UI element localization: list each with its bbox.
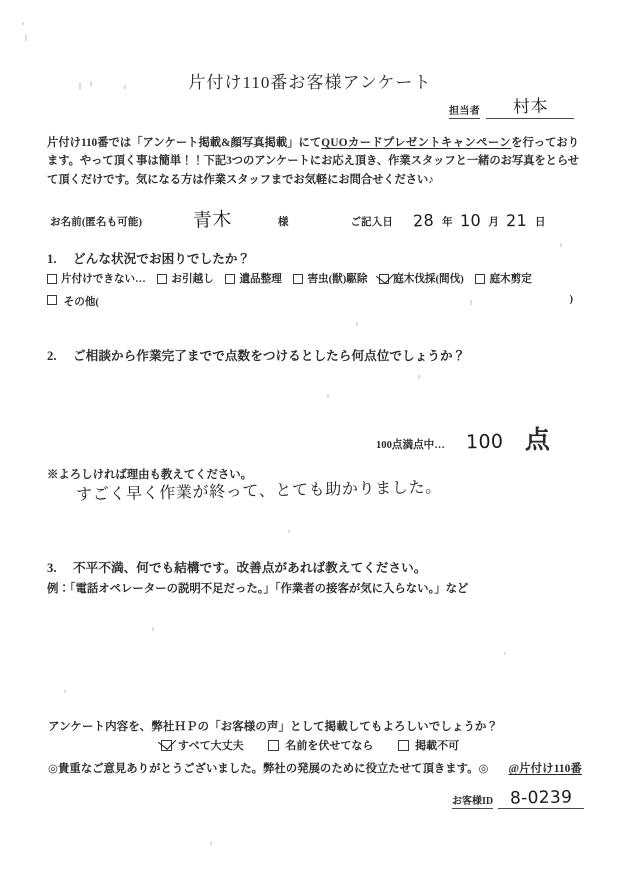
intro-part1: 片付け110番では「アンケート掲載&顔写真掲載」にて [47, 137, 322, 149]
score-handwriting: 100 [465, 430, 504, 454]
question-3-heading [47, 557, 426, 576]
score-label: 100点満点中… [376, 440, 445, 451]
consent-option-0-label: すべて大丈夫 [177, 740, 244, 752]
staff-value [486, 98, 574, 119]
name-handwriting: 青木 [192, 208, 232, 232]
footer-thanks-row [48, 760, 582, 776]
q1-option-other-close: ) [569, 293, 573, 305]
q1-option-1[interactable] [157, 271, 213, 286]
staff-handwriting: 村本 [512, 96, 548, 118]
question-1-text: どんな状況でお困りでしたか？ [73, 252, 251, 266]
date-year-unit: 年 [441, 217, 453, 229]
date-day-unit: 日 [534, 217, 546, 229]
question-3-example: 例：「電話オペレーターの説明不足だった。」「作業者の接客が気に入らない。」など [47, 583, 469, 595]
q1-option-0-label: 片付けできない… [61, 274, 146, 285]
q1-option-other-label: その他( [63, 296, 99, 308]
q1-option-5-label: 庭木剪定 [489, 274, 532, 285]
date-month-unit: 月 [488, 217, 499, 229]
scan-artifact [504, 652, 506, 655]
customer-identity-row [50, 208, 580, 232]
footer-thanks-text: ◎貴重なご意見ありがとうございました。弊社の発展のために役立たせて頂きます。◎ [48, 763, 489, 775]
question-2-heading [47, 345, 465, 364]
q1-option-3-label: 害虫(獣)駆除 [307, 274, 368, 285]
q1-option-4-label: 庭木伐採(間伐) [393, 274, 464, 285]
checkbox-icon[interactable] [268, 740, 279, 751]
consent-question: アンケート内容を、弊社ＨＰの「お客様の声」として掲載してもよろしいでしょうか？ [48, 721, 499, 733]
checkbox-icon[interactable] [47, 274, 57, 284]
scan-artifact [288, 530, 290, 533]
date-month-handwriting: 10 [459, 210, 482, 230]
q1-option-0[interactable] [47, 271, 146, 286]
q1-option-other[interactable] [47, 294, 573, 309]
score-unit: 点 [524, 427, 550, 454]
customer-id-field [452, 789, 584, 809]
question-1-heading [47, 248, 250, 267]
question-1-options [47, 271, 582, 309]
q1-option-3[interactable] [293, 271, 367, 286]
score-value[interactable] [463, 430, 507, 454]
checkbox-icon[interactable] [157, 274, 167, 284]
intro-paragraph [47, 134, 579, 189]
customer-id-label: お客様ID [452, 792, 493, 809]
scan-artifact [25, 35, 27, 41]
question-2-text: ご相談から作業完了までで点数をつけるとしたら何点位でしょうか？ [73, 349, 466, 363]
date-year-value [411, 210, 437, 231]
q1-option-2-label: 遺品整理 [239, 274, 282, 285]
name-value [152, 208, 272, 232]
scan-artifact [152, 627, 154, 631]
date-day-handwriting: 21 [506, 210, 528, 230]
date-year-handwriting: 28 [413, 210, 435, 231]
consent-option-0[interactable] [161, 737, 244, 753]
scan-artifact [64, 690, 66, 693]
consent-options [0, 737, 620, 754]
scan-artifact [560, 243, 562, 247]
scan-artifact [327, 395, 329, 398]
question-3-number: 3. [47, 561, 57, 575]
q1-option-1-label: お引越し [171, 274, 214, 285]
date-month-value [457, 210, 483, 230]
date-label: ご記入日 [350, 217, 393, 229]
q1-option-5[interactable] [475, 271, 531, 286]
consent-option-2[interactable] [398, 737, 459, 753]
checkbox-icon[interactable] [293, 274, 303, 284]
staff-label: 担当者 [449, 102, 480, 119]
scan-artifact [22, 22, 24, 25]
question-3-text: 不平不満、何でも結構です。改善点があれば教えてください。 [73, 561, 427, 575]
checkbox-checked-icon[interactable] [161, 740, 172, 751]
date-day-value [504, 210, 530, 230]
q1-option-4[interactable] [379, 271, 464, 286]
intro-campaign-underlined: QUOカードプレゼントキャンペーン [321, 137, 512, 149]
checkbox-checked-icon[interactable] [379, 274, 389, 284]
consent-option-1[interactable] [268, 737, 373, 753]
checkbox-icon[interactable] [398, 740, 409, 751]
customer-id-handwriting: 8-0239 [509, 787, 573, 809]
honorific-label: 様 [278, 217, 289, 229]
score-field [376, 420, 550, 456]
checkbox-icon[interactable] [47, 295, 57, 305]
name-label: お名前(匿名も可能) [50, 217, 143, 229]
checkbox-icon[interactable] [475, 274, 485, 284]
question-2-number: 2. [47, 349, 57, 363]
scan-artifact [356, 322, 358, 326]
consent-option-1-label: 名前を伏せてなら [285, 740, 374, 752]
checkbox-icon[interactable] [225, 274, 235, 284]
reason-answer-handwriting: すごく早く作業が終って、とても助かりました。 [75, 477, 442, 504]
intro-part2: を行っております。やって頂く事は簡単！！下記3つのアンケートにお応え頂き、作業スタッフと一緒のお写真をとらせて頂くだけです。気になる方は作業スタッフまでお気軽にお問合せください♪ [47, 137, 579, 186]
q1-option-2[interactable] [225, 271, 281, 286]
scan-artifact [418, 375, 420, 379]
page-title: 片付け110番お客様アンケート [188, 73, 432, 92]
question-1-number: 1. [47, 252, 57, 266]
consent-option-2-label: 掲載不可 [415, 740, 460, 752]
staff-field [449, 98, 574, 119]
footer-brand: @片付け110番 [508, 763, 582, 775]
customer-id-value [498, 789, 584, 809]
scan-artifact [210, 842, 212, 845]
reason-note: ※よろしければ理由も教えてください。 [47, 469, 253, 481]
